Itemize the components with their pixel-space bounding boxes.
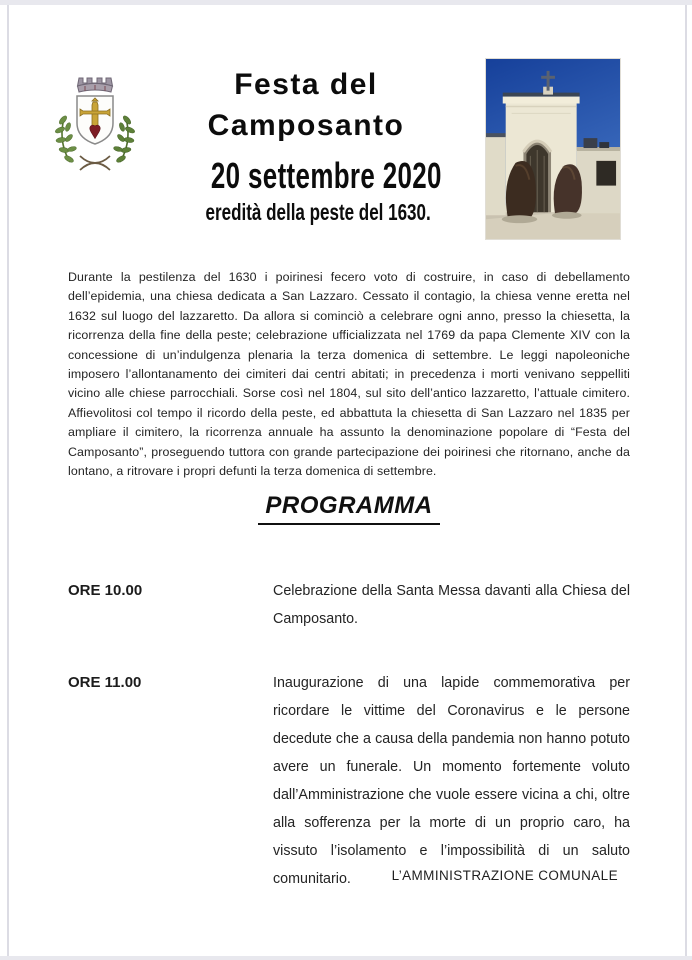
intro-paragraph: Durante la pestilenza del 1630 i poirinesi fecero voto di costruire, in caso di debellamento dell’epidemia, una chiesa dedicata a San Lazzaro. Cessato il contagio, la chiesa venne eretta nel 1632 sul luogo del lazzaretto. Da allora si cominciò a celebrare ogni anno, presso la chiesetta, la ricorrenza della fine della peste; celebrazione ufficializzata nel 1769 da papa Clemente XIV con la concessione di un’indulgenza plenaria la terza domenica di settembre. Le leggi napoleoniche imposero l’allontanamento dei cimiteri dai centri abitati; in precedenza i morti venivano seppelliti vicino alle chiese parrocchiali. Sorse così nel 1804, sul sito dell’antico lazzaretto, l’attuale cimitero. Affievolitosi col tempo il ricordo della peste, ed abbattuta la chiesetta di San Lazzaro nel 1835 per ampliare il cimitero, la ricorrenza annuale ha assunto la denominazione popolare di “Festa del Camposanto”, proseguendo tuttora con grande partecipazione dei poirinesi che ritornano, anche da lontano, a ritrovare i propri defunti la terza domenica di settembre.	[68, 270, 630, 479]
event-schedule	[68, 577, 630, 893]
signature-line: L’AMMINISTRAZIONE COMUNALE	[391, 868, 618, 883]
cemetery-gate-photo	[485, 58, 621, 240]
programma-heading-wrap	[68, 492, 630, 525]
flyer-title-line2: Camposanto	[207, 109, 405, 142]
programma-heading: PROGRAMMA	[258, 492, 439, 525]
title-block	[166, 64, 446, 224]
cemetery-gate-graphic	[486, 59, 620, 239]
flyer-body	[68, 268, 630, 893]
mural-crown-icon	[78, 78, 113, 92]
schedule-description: Inaugurazione di una lapide commemorativa per ricordare le vittime del Coronavirus e le persone decedute che a causa della pandemia non hanno potuto avere un funerale. Un momento fortemente voluto dall’Amministrazione che vuole essere vicina a chi, oltre alla sofferenza per la morte di un proprio caro, ha vissuto l’isolamento e l’impossibilità di un saluto comunitario.	[273, 675, 630, 888]
flyer-header	[0, 0, 692, 256]
flyer-title-line1: Festa del	[234, 68, 378, 101]
schedule-time: ORE 11.00	[68, 674, 142, 692]
schedule-row	[68, 669, 630, 893]
schedule-time: ORE 10.00	[68, 582, 143, 600]
event-date: 20 settembre 2020	[210, 155, 442, 196]
schedule-description: Celebrazione della Santa Messa davanti alla Chiesa del Camposanto.	[273, 583, 630, 628]
crossed-stems	[80, 156, 110, 170]
coat-of-arms-graphic	[52, 70, 138, 182]
schedule-row	[68, 577, 630, 633]
page-edge-bottom	[0, 956, 692, 960]
flyer-subtitle: eredità della peste del 1630.	[205, 199, 431, 225]
municipal-coat-of-arms-icon	[52, 70, 138, 182]
